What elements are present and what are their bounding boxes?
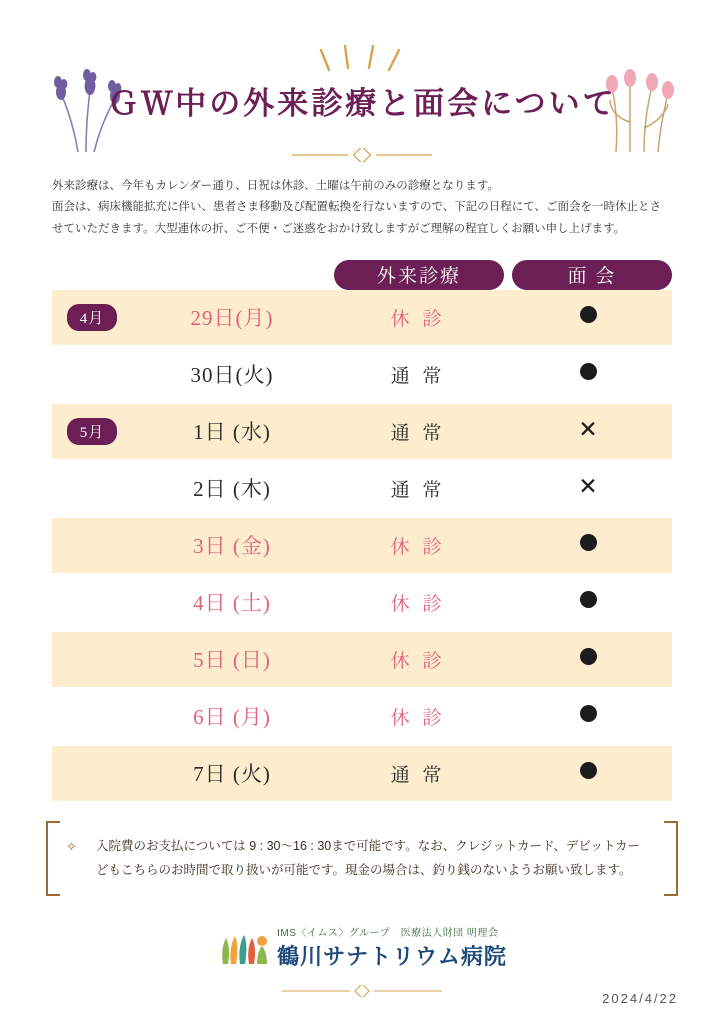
circle-mark-icon: [580, 705, 597, 722]
cell-visit-status: [504, 705, 672, 728]
cell-date: 3日 (金): [193, 534, 271, 559]
cell-visit-status: [504, 415, 672, 443]
cell-outpatient-status: 休 診: [390, 707, 446, 729]
cross-mark-icon: ✕: [578, 415, 598, 442]
footer-ornament: [282, 985, 442, 997]
cell-month: [52, 770, 132, 776]
circle-mark-icon: [580, 363, 597, 380]
cell-month: [52, 485, 132, 491]
cell-month: [52, 418, 132, 445]
table-row: [52, 689, 672, 744]
cell-date: 5日 (日): [193, 648, 271, 673]
circle-mark-icon: [580, 591, 597, 608]
cell-date: 2日 (木): [193, 477, 271, 502]
intro-paragraph: [52, 176, 672, 240]
cell-visit-status: [504, 306, 672, 329]
cross-mark-icon: ✕: [578, 472, 598, 499]
page-title: ＧＷ中の外来診療と面会について: [107, 86, 617, 121]
cell-date: 29日(月): [190, 306, 274, 331]
divider-ornament: [292, 148, 432, 162]
table-row: [52, 518, 672, 573]
cell-outpatient-status: 通 常: [390, 365, 446, 387]
cell-outpatient-status: 休 診: [390, 593, 446, 615]
cell-date: 30日(火): [190, 363, 274, 388]
month-badge: [79, 599, 105, 605]
cell-visit-status: [504, 648, 672, 671]
column-header-outpatient: 外来診療: [334, 260, 504, 290]
cell-visit-status: [504, 591, 672, 614]
month-badge: [79, 371, 105, 377]
month-badge: [79, 485, 105, 491]
cell-visit-status: [504, 472, 672, 500]
month-badge: 5月: [67, 418, 118, 445]
cell-date: 4日 (土): [193, 591, 271, 616]
logo-group-line: IMS〈イムス〉グループ 医療法人財団 明理会: [277, 928, 499, 939]
cell-date: 7日 (火): [193, 762, 271, 787]
table-body: [52, 290, 672, 801]
cell-visit-status: [504, 363, 672, 386]
cell-date: 1日 (水): [193, 420, 271, 445]
intro-line-3: せていただきます。大型連休の折、ご不便・ご迷惑をおかけ致しますがご理解の程宜しくお願い申し上げます。: [52, 222, 626, 235]
table-row: [52, 290, 672, 345]
cell-visit-status: [504, 762, 672, 785]
month-badge: [79, 656, 105, 662]
note-line-1: 入院費のお支払については 9 : 30〜16 : 30まで可能です。なお、クレジットカード、デビットカー: [96, 838, 641, 853]
table-header-row: [52, 256, 672, 290]
cell-month: [52, 304, 132, 331]
page-title-wrap: [0, 78, 724, 123]
table-row: [52, 575, 672, 630]
cell-outpatient-status: 休 診: [390, 536, 446, 558]
circle-mark-icon: [580, 762, 597, 779]
month-badge: [79, 713, 105, 719]
circle-mark-icon: [580, 306, 597, 323]
page-header: [0, 0, 724, 170]
cell-visit-status: [504, 534, 672, 557]
cell-date: 6日 (月): [193, 705, 271, 730]
month-badge: 4月: [67, 304, 118, 331]
month-badge: [79, 770, 105, 776]
table-row: [52, 746, 672, 801]
cell-outpatient-status: 通 常: [390, 764, 446, 786]
intro-line-1: 外来診療は、今年もカレンダー通り、日祝は休診、土曜は午前のみの診療となります。: [52, 180, 499, 192]
table-row: [52, 404, 672, 459]
table-row: [52, 632, 672, 687]
cell-month: [52, 656, 132, 662]
table-row: [52, 461, 672, 516]
column-header-visit: 面 会: [512, 260, 672, 290]
hospital-logo: [0, 924, 724, 971]
schedule-table: [52, 256, 672, 801]
issue-date: 2024/4/22: [602, 991, 678, 1006]
cell-outpatient-status: 通 常: [390, 479, 446, 501]
payment-note-box: [46, 821, 678, 897]
cell-month: [52, 371, 132, 377]
intro-line-2: 面会は、病床機能拡充に伴い、患者さま移動及び配置転換を行ないますので、下記の日程にて、ご面会を一時休止とさ: [52, 201, 662, 214]
circle-mark-icon: [580, 534, 597, 551]
cell-month: [52, 542, 132, 548]
hospital-logo-icon: [217, 928, 269, 968]
cell-outpatient-status: 休 診: [390, 308, 446, 330]
cell-month: [52, 713, 132, 719]
cell-outpatient-status: 通 常: [390, 422, 446, 444]
month-badge: [79, 542, 105, 548]
logo-hospital-name: 鶴川サナトリウム病院: [277, 944, 507, 969]
table-row: [52, 347, 672, 402]
cell-outpatient-status: 休 診: [390, 650, 446, 672]
cell-month: [52, 599, 132, 605]
note-line-2: どもこちらのお時間で取り扱いが可能です。現金の場合は、釣り銭のないようお願い致します。: [96, 862, 632, 877]
circle-mark-icon: [580, 648, 597, 665]
note-bullet-icon: ✧: [66, 838, 77, 854]
sparkle-icon: [317, 44, 407, 74]
